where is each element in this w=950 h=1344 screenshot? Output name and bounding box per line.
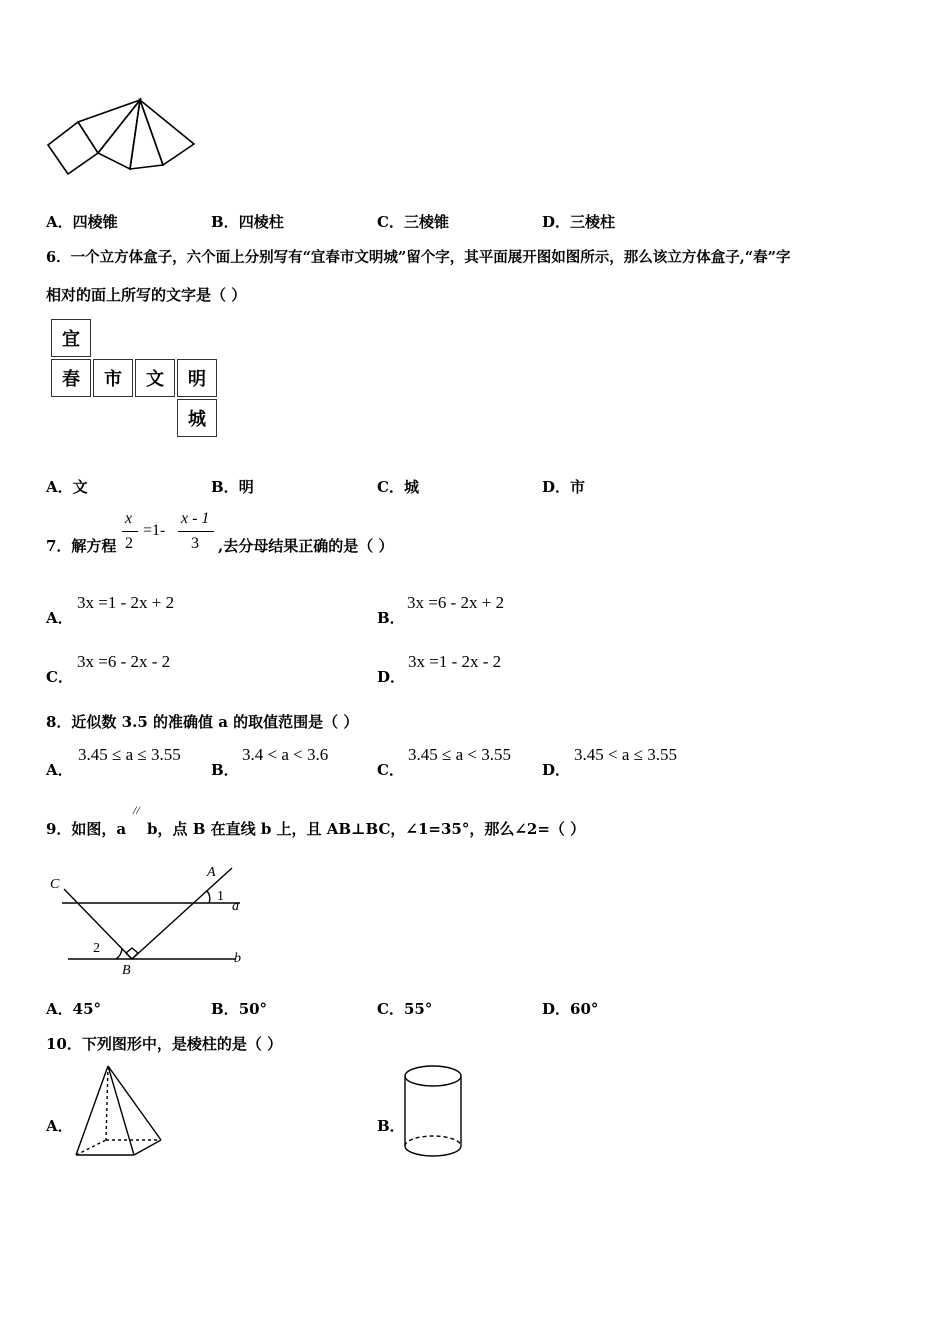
net-triangle-face (98, 100, 140, 169)
label-line-a: a (232, 899, 239, 914)
parallel-lines-figure (44, 860, 254, 980)
q8-option-b-letter[interactable]: B． (211, 761, 239, 779)
q7-frac1-line (122, 531, 138, 532)
q8-option-d-letter[interactable]: D． (542, 761, 571, 779)
net-cell-row-1: 春 (51, 359, 91, 397)
q6-option-a[interactable]: A．文 (46, 478, 88, 496)
q7-option-b-equation[interactable]: 3x =6 - 2x + 2 (407, 593, 505, 612)
q7-option-a-equation[interactable]: 3x =1 - 2x + 2 (77, 593, 175, 612)
label-b-point: B (122, 963, 131, 978)
pyramid-net-figure (40, 92, 205, 182)
q7-option-c-equation[interactable]: 3x =6 - 2x - 2 (77, 652, 171, 671)
label-angle-1: 1 (217, 889, 224, 904)
q5-option-b[interactable]: B．四棱柱 (211, 213, 284, 231)
q8-option-c-letter[interactable]: C． (377, 761, 404, 779)
net-triangle-face (140, 100, 194, 165)
q8-stem: 8．近似数 3.5 的准确值 a 的取值范围是（ ） (46, 713, 359, 731)
q10-option-b-letter[interactable]: B． (377, 1117, 405, 1135)
q8-option-d-range[interactable]: 3.45 < a ≤ 3.55 (574, 745, 677, 764)
angle-1-arc (207, 891, 210, 903)
cylinder-figure[interactable] (400, 1062, 466, 1160)
label-c: C (50, 877, 60, 892)
right-angle-mark (126, 948, 138, 959)
net-square-face (48, 122, 98, 174)
label-a-point: A (207, 865, 216, 880)
q5-option-a[interactable]: A．四棱锥 (46, 213, 118, 231)
q7-option-d-equation[interactable]: 3x =1 - 2x - 2 (408, 652, 502, 671)
angle-2-arc (116, 948, 122, 959)
net-cell-top: 宜 (51, 319, 91, 357)
q7-stem-prefix: 7．解方程 (46, 537, 117, 555)
q6-stem-line2: 相对的面上所写的文字是（ ） (46, 286, 247, 304)
q10-stem: 10．下列图形中，是棱柱的是（ ） (46, 1035, 283, 1053)
q9-option-d[interactable]: D．60° (542, 1000, 599, 1018)
q7-eq-mid: =1- (143, 522, 166, 539)
q6-option-d[interactable]: D．市 (542, 478, 586, 496)
parallel-symbol: // (133, 803, 140, 817)
q5-option-c[interactable]: C．三棱锥 (377, 213, 449, 231)
q9-option-c[interactable]: C．55° (377, 1000, 433, 1018)
q6-stem-line1: 6．一个立方体盒子，六个面上分别写有“宜春市文明城”留个字，其平面展开图如图所示，那么该立方体盒子,“春”字 (46, 249, 791, 266)
q6-option-b[interactable]: B．明 (211, 478, 254, 496)
q9-option-a[interactable]: A．45° (46, 1000, 102, 1018)
q9-option-b[interactable]: B．50° (211, 1000, 268, 1018)
net-cell-row-2: 市 (93, 359, 133, 397)
q7-option-d-letter[interactable]: D． (377, 668, 406, 686)
net-triangle-face (130, 100, 163, 169)
q5-option-d[interactable]: D．三棱柱 (542, 213, 616, 231)
line-ab (132, 868, 232, 959)
q9-stem-part2: b，点 B 在直线 b 上，且 AB⊥BC，∠1=35°，那么∠2=（ ） (147, 820, 586, 838)
net-triangle-face (78, 100, 140, 153)
q8-option-a-range[interactable]: 3.45 ≤ a ≤ 3.55 (78, 745, 181, 764)
q8-option-a-letter[interactable]: A． (46, 761, 73, 779)
q8-option-c-range[interactable]: 3.45 ≤ a < 3.55 (408, 745, 511, 764)
label-line-b: b (234, 951, 241, 966)
net-cell-bottom: 城 (177, 399, 217, 437)
q7-frac1-den: 2 (125, 535, 133, 552)
q9-stem-part1: 9．如图，a (46, 820, 127, 838)
q7-stem-suffix: ,去分母结果正确的是（ ） (218, 537, 394, 555)
q7-option-c-letter[interactable]: C． (46, 668, 73, 686)
label-angle-2: 2 (93, 941, 100, 956)
pyramid-figure[interactable] (70, 1062, 165, 1160)
q7-frac2-den: 3 (191, 535, 199, 552)
net-cell-row-3: 文 (135, 359, 175, 397)
cube-net-figure (51, 319, 221, 439)
q10-option-a-letter[interactable]: A． (46, 1117, 73, 1135)
q7-option-b-letter[interactable]: B． (377, 609, 405, 627)
q6-option-c[interactable]: C．城 (377, 478, 419, 496)
q7-frac2-num: x - 1 (181, 510, 210, 527)
q7-frac1-num: x (125, 510, 133, 527)
q7-frac2-line (178, 531, 214, 532)
q8-option-b-range[interactable]: 3.4 < a < 3.6 (242, 745, 329, 764)
net-cell-row-4: 明 (177, 359, 217, 397)
q7-option-a-letter[interactable]: A． (46, 609, 73, 627)
